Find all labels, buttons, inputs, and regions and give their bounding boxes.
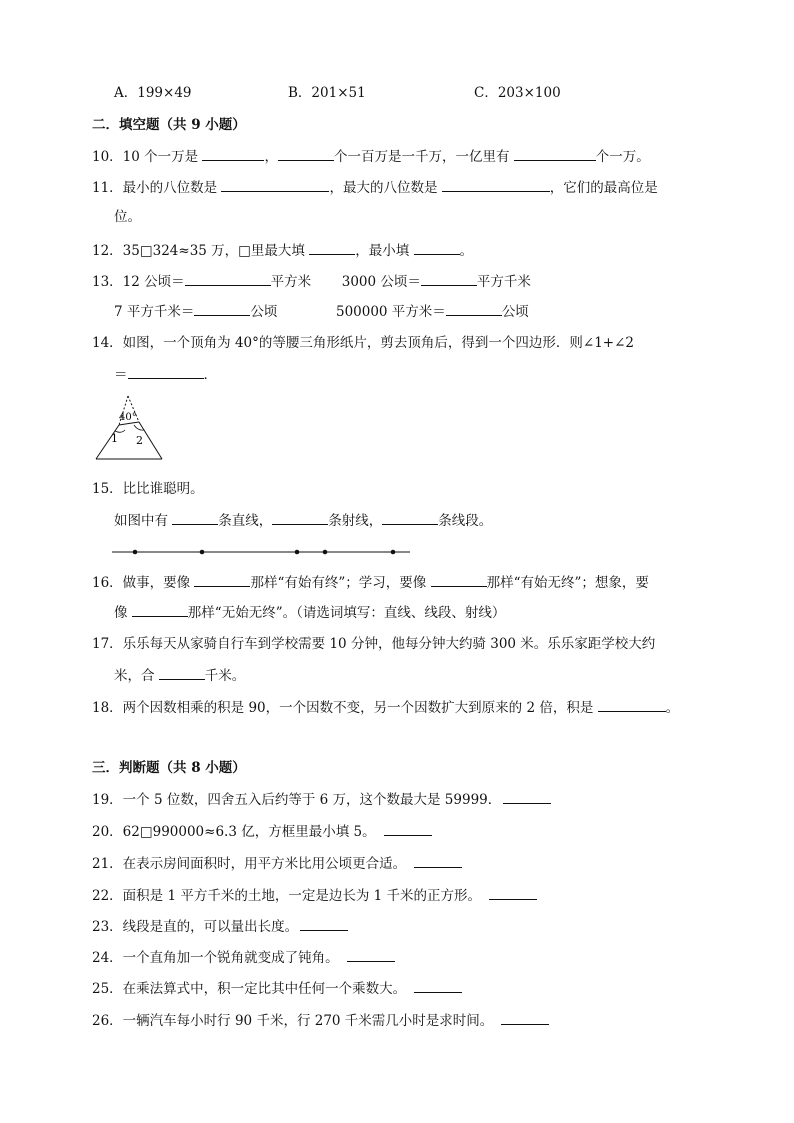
answer-blank[interactable] bbox=[489, 885, 537, 900]
q10-text-1: 10．10 个一万是 bbox=[92, 149, 199, 165]
q25-text: 25．在乘法算式中，积一定比其中任何一个乘数大。 bbox=[92, 981, 407, 997]
question-19 bbox=[92, 789, 551, 810]
question-13-row-2 bbox=[114, 301, 529, 322]
answer-blank[interactable] bbox=[128, 364, 204, 379]
figure-point bbox=[323, 550, 328, 555]
question-18 bbox=[92, 697, 679, 718]
answer-blank[interactable] bbox=[384, 821, 432, 836]
q21-text: 21．在表示房间面积时，用平方米比用公顷更合适。 bbox=[92, 856, 407, 872]
q13-text-b1: 7 平方千米＝ bbox=[114, 304, 195, 320]
option-b: B．201×51 bbox=[288, 85, 366, 101]
apex-angle-label: 40° bbox=[119, 412, 137, 423]
q14-text-2: ＝ bbox=[114, 367, 128, 383]
line-with-points-figure bbox=[110, 545, 414, 559]
q10-text-3: 个一百万是一千万，一亿里有 bbox=[333, 149, 510, 165]
question-14-answer-line bbox=[114, 364, 217, 385]
q13-text-b2: 公顷 bbox=[250, 304, 278, 320]
section-title-fill-blank: 二．填空题（共 9 小题） bbox=[92, 117, 246, 133]
q23-text: 23．线段是直的，可以量出长度。 bbox=[92, 919, 299, 935]
answer-blank[interactable] bbox=[501, 1010, 549, 1025]
q13-text-a3: 3000 公顷＝ bbox=[341, 274, 421, 290]
q17-text-2: 米，合 bbox=[114, 668, 155, 684]
q15-text-5: 条线段。 bbox=[438, 513, 493, 529]
answer-blank[interactable] bbox=[132, 602, 188, 617]
q17-text-3: 千米。 bbox=[204, 668, 246, 684]
section-title-true-false: 三．判断题（共 8 小题） bbox=[92, 760, 246, 776]
question-25 bbox=[92, 978, 462, 999]
figure-point bbox=[295, 550, 300, 555]
answer-blank[interactable] bbox=[503, 789, 551, 804]
answer-blank[interactable] bbox=[414, 240, 460, 255]
q12-text-3: 。 bbox=[459, 243, 474, 259]
q18-text-2: 。 bbox=[665, 700, 680, 716]
q11-text-4: 位。 bbox=[114, 209, 141, 225]
question-17-line-2 bbox=[114, 665, 245, 686]
figure-point bbox=[391, 550, 396, 555]
answer-blank[interactable] bbox=[309, 240, 355, 255]
question-11 bbox=[92, 177, 658, 198]
answer-blank[interactable] bbox=[202, 146, 264, 161]
question-16-line-1 bbox=[92, 572, 649, 593]
question-15-blanks bbox=[114, 510, 492, 531]
answer-blank[interactable] bbox=[442, 177, 550, 192]
question-22 bbox=[92, 885, 537, 906]
answer-blank[interactable] bbox=[185, 271, 271, 286]
answer-blank[interactable] bbox=[272, 510, 328, 525]
q26-text: 26．一辆汽车每小时行 90 千米，行 270 千米需几小时是求时间。 bbox=[92, 1013, 494, 1029]
answer-blank[interactable] bbox=[414, 853, 462, 868]
answer-blank[interactable] bbox=[421, 271, 477, 286]
q16-text-4: 像 bbox=[114, 605, 128, 621]
answer-blank[interactable] bbox=[278, 146, 334, 161]
option-c: C．203×100 bbox=[474, 85, 561, 101]
q11-text-1: 11．最小的八位数是 bbox=[92, 180, 218, 196]
q17-text-1: 17．乐乐每天从家骑自行车到学校需要 10 分钟，他每分钟大约骑 300 米。乐乐家距学校大约 bbox=[92, 636, 656, 652]
question-21 bbox=[92, 853, 462, 874]
question-12 bbox=[92, 240, 473, 261]
q16-text-5: 那样“无始无终”。（请选词填写：直线、线段、射线） bbox=[187, 605, 506, 621]
q11-text-3: ，它们的最高位是 bbox=[549, 180, 658, 196]
answer-blank[interactable] bbox=[382, 510, 438, 525]
q12-text-2: ，最小填 bbox=[355, 243, 410, 259]
q11-text-2: ，最大的八位数是 bbox=[329, 180, 438, 196]
answer-blank[interactable] bbox=[194, 572, 250, 587]
question-16-line-2 bbox=[114, 602, 505, 623]
q10-text-2: ， bbox=[264, 149, 278, 165]
question-13-row-1 bbox=[92, 271, 531, 292]
angle-1-label: 1 bbox=[111, 432, 118, 445]
answer-blank[interactable] bbox=[300, 916, 348, 931]
q15-text-4: 条射线， bbox=[328, 513, 383, 529]
triangle-figure bbox=[90, 392, 170, 464]
question-26 bbox=[92, 1010, 549, 1031]
q16-text-3: 那样“有始无终”；想象，要 bbox=[486, 575, 649, 591]
q13-text-a1: 13．12 公顷＝ bbox=[92, 274, 185, 290]
q18-text-1: 18．两个因数相乘的积是 90，一个因数不变，另一个因数扩大到原来的 2 倍，积是 bbox=[92, 700, 594, 716]
question-10 bbox=[92, 146, 650, 167]
q13-text-a2: 平方米 bbox=[270, 274, 312, 290]
q15-text-3: 条直线， bbox=[218, 513, 273, 529]
q13-text-a4: 平方千米 bbox=[476, 274, 531, 290]
question-20 bbox=[92, 821, 432, 842]
option-a: A．199×49 bbox=[114, 85, 192, 101]
angle-2-label: 2 bbox=[136, 434, 143, 447]
answer-blank[interactable] bbox=[159, 665, 205, 680]
q15-text-2: 如图中有 bbox=[114, 513, 168, 529]
q16-text-2: 那样“有始有终”；学习，要像 bbox=[250, 575, 427, 591]
question-24 bbox=[92, 947, 395, 968]
q16-text-1: 16．做事，要像 bbox=[92, 575, 191, 591]
answer-blank[interactable] bbox=[514, 146, 596, 161]
q20-text: 20．62□990000≈6.3 亿，方框里最小填 5。 bbox=[92, 824, 376, 840]
answer-blank[interactable] bbox=[598, 697, 666, 712]
q15-text-1: 15．比比谁聪明。 bbox=[92, 481, 204, 497]
q24-text: 24．一个直角加一个锐角就变成了钝角。 bbox=[92, 950, 339, 966]
q10-text-4: 个一万。 bbox=[595, 149, 650, 165]
q12-text-1: 12．35□324≈35 万，□里最大填 bbox=[92, 243, 305, 259]
figure-point bbox=[133, 550, 138, 555]
answer-blank[interactable] bbox=[347, 947, 395, 962]
question-23 bbox=[92, 916, 348, 937]
answer-blank[interactable] bbox=[446, 301, 502, 316]
answer-blank[interactable] bbox=[194, 301, 250, 316]
answer-blank[interactable] bbox=[431, 572, 487, 587]
q19-text: 19．一个 5 位数，四舍五入后约等于 6 万，这个数最大是 59999． bbox=[92, 792, 502, 808]
q22-text: 22．面积是 1 平方千米的土地，一定是边长为 1 千米的正方形。 bbox=[92, 888, 482, 904]
q13-text-b4: 公顷 bbox=[501, 304, 529, 320]
answer-blank[interactable] bbox=[172, 510, 218, 525]
answer-blank[interactable] bbox=[221, 177, 329, 192]
q13-text-b3: 500000 平方米＝ bbox=[335, 304, 446, 320]
answer-blank[interactable] bbox=[414, 978, 462, 993]
q14-text-3: ． bbox=[203, 367, 217, 383]
figure-point bbox=[200, 550, 205, 555]
q14-text-1: 14．如图，一个顶角为 40°的等腰三角形纸片，剪去顶角后，得到一个四边形．则∠1+∠2 bbox=[92, 335, 635, 351]
